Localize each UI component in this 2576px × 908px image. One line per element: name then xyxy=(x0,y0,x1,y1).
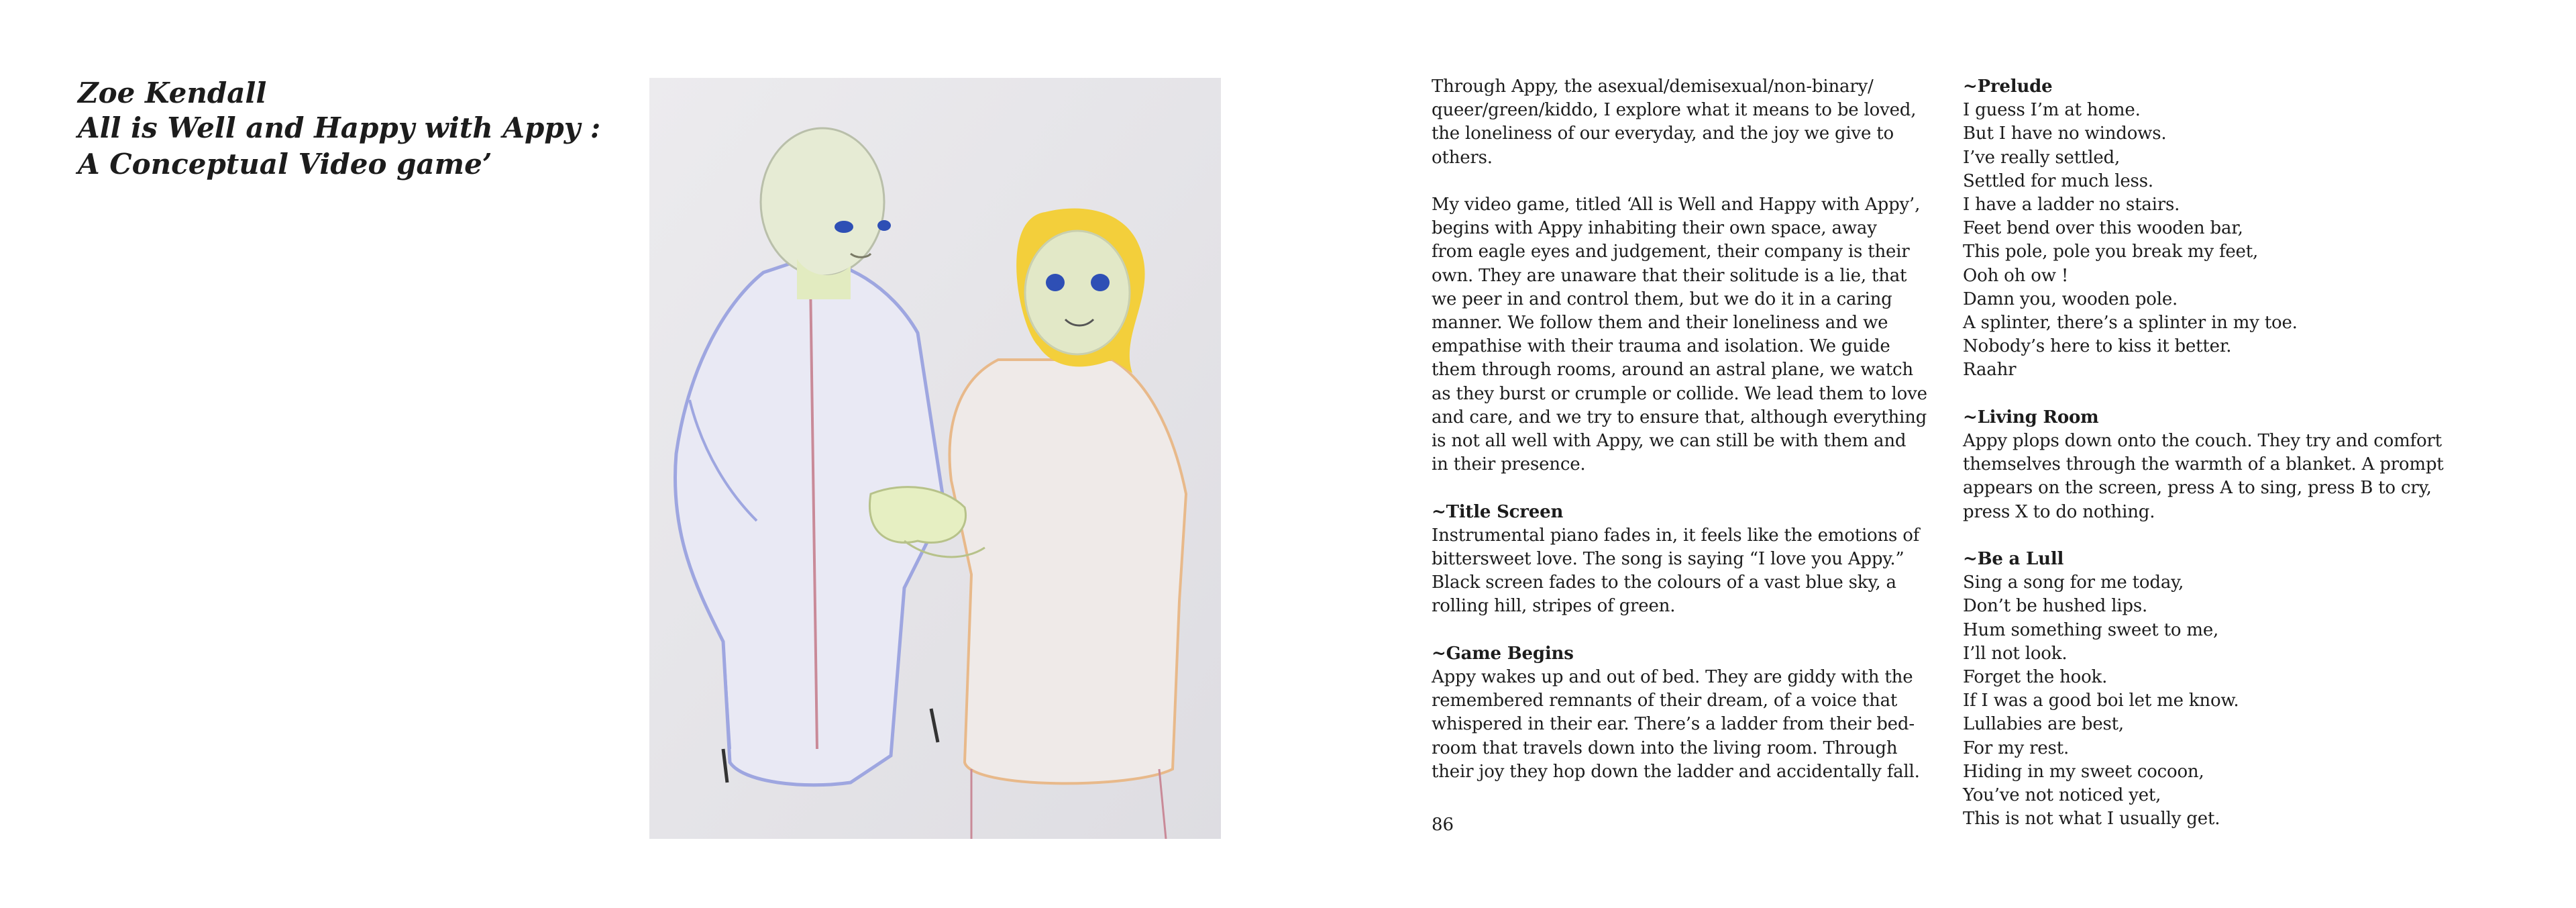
poem-line: Ooh oh ow ! xyxy=(1963,265,2069,286)
section-living-room xyxy=(1963,406,2473,524)
poem-line: Hiding in my sweet cocoon, xyxy=(1963,761,2204,782)
poem-line: I guess I’m at home. xyxy=(1963,100,2141,121)
text-line: begins with Appy inhabiting their own space, away xyxy=(1432,218,1877,239)
text-line: bittersweet love. The song is saying “I love you Appy.” xyxy=(1432,549,1904,570)
poem-line: For my rest. xyxy=(1963,738,2070,758)
text-line: as they burst or crumple or collide. We lead them to love xyxy=(1432,383,1927,404)
text-line: others. xyxy=(1432,147,1493,168)
text-line: remembered remnants of their dream, of a voice that xyxy=(1432,691,1898,711)
section-heading: ~Be a Lull xyxy=(1963,549,2064,570)
left-figure-head xyxy=(761,128,884,276)
text-line: their joy they hop down the ladder and accidentally fall. xyxy=(1432,761,1920,782)
text-line: the loneliness of our everyday, and the joy we give to xyxy=(1432,123,1894,144)
poem-line: I have a ladder no stairs. xyxy=(1963,195,2180,215)
poem-line: Settled for much less. xyxy=(1963,170,2153,191)
section-game-begins xyxy=(1432,642,1921,784)
poem-line: Lullabies are best, xyxy=(1963,714,2124,735)
work-title xyxy=(78,110,600,183)
text-line: from eagle eyes and judgement, their company is their xyxy=(1432,242,1910,262)
section-be-a-lull xyxy=(1963,548,2473,831)
poem-line: I’ve really settled, xyxy=(1963,147,2121,168)
text-line: whispered in their ear. There’s a ladder from their bed- xyxy=(1432,714,1915,735)
description-paragraph xyxy=(1432,193,1927,476)
text-line: we peer in and control them, but we do it in a caring xyxy=(1432,289,1892,309)
right-figure-shirt xyxy=(950,360,1186,783)
text-line: Black screen fades to the colours of a vast blue sky, a xyxy=(1432,572,1896,593)
poem-line: Hum something sweet to me, xyxy=(1963,619,2219,640)
text-line: Appy plops down onto the couch. They try and comfort xyxy=(1963,431,2442,452)
section-heading: ~Game Begins xyxy=(1432,643,1574,664)
work-title-line-2: A Conceptual Video game’ xyxy=(78,148,492,181)
text-line: Instrumental piano fades in, it feels like the emotions of xyxy=(1432,525,1920,546)
text-line: is not all well with Appy, we can still be with them and xyxy=(1432,431,1907,452)
poem-line: This is not what I usually get. xyxy=(1963,809,2220,829)
poem-line: Forget the hook. xyxy=(1963,667,2108,688)
work-title-line-1: All is Well and Happy with Appy : xyxy=(78,111,601,144)
text-line: themselves through the warmth of a blanket. A prompt xyxy=(1963,454,2444,475)
poem-line: Raahr xyxy=(1963,360,2017,381)
section-title-screen xyxy=(1432,501,1921,619)
poem-line: Don’t be hushed lips. xyxy=(1963,596,2148,617)
text-line: Appy wakes up and out of bed. They are giddy with the xyxy=(1432,667,1913,688)
essay-column-left xyxy=(1432,75,1927,807)
poem-line: Damn you, wooden pole. xyxy=(1963,289,2178,309)
text-line: press X to do nothing. xyxy=(1963,501,2155,522)
text-line: queer/green/kiddo, I explore what it means to be loved, xyxy=(1432,100,1917,121)
text-line: rolling hill, stripes of green. xyxy=(1432,596,1676,617)
text-line: My video game, titled ‘All is Well and Happy with Appy’, xyxy=(1432,195,1921,215)
text-line: own. They are unaware that their solitude is a lie, that xyxy=(1432,265,1907,286)
poem-line: If I was a good boi let me know. xyxy=(1963,691,2239,711)
essay-column-right xyxy=(1963,75,2473,855)
poem-line: Sing a song for me today, xyxy=(1963,572,2184,593)
artwork-illustration xyxy=(649,78,1221,839)
poem-line: But I have no windows. xyxy=(1963,123,2167,144)
text-line: empathise with their trauma and isolation. We guide xyxy=(1432,336,1890,357)
poem-line: Feet bend over this wooden bar, xyxy=(1963,218,2243,239)
text-line: manner. We follow them and their loneliness and we xyxy=(1432,313,1888,334)
poem-line: You’ve not noticed yet, xyxy=(1963,785,2161,806)
section-heading: ~Prelude xyxy=(1963,77,2053,97)
text-line: in their presence. xyxy=(1432,454,1586,475)
artwork-painting xyxy=(649,78,1221,839)
intro-paragraph xyxy=(1432,75,1921,170)
poem-line: I’ll not look. xyxy=(1963,643,2068,664)
text-line: them through rooms, around an astral plane, we watch xyxy=(1432,360,1913,381)
poem-line: Nobody’s here to kiss it better. xyxy=(1963,336,2232,357)
text-line: Through Appy, the asexual/demisexual/non-binary/ xyxy=(1432,77,1874,97)
text-line: and care, and we try to ensure that, although everything xyxy=(1432,407,1927,427)
right-figure-head xyxy=(1025,231,1130,354)
poem-line: This pole, pole you break my feet, xyxy=(1963,242,2259,262)
section-heading: ~Living Room xyxy=(1963,407,2099,427)
text-line: room that travels down into the living room. Through xyxy=(1432,738,1898,758)
poem-line: A splinter, there’s a splinter in my toe. xyxy=(1963,313,2298,334)
text-line: appears on the screen, press A to sing, press B to cry, xyxy=(1963,478,2432,499)
author-name: Zoe Kendall xyxy=(78,77,267,109)
page-number: 86 xyxy=(1432,815,1454,835)
section-heading: ~Title Screen xyxy=(1432,501,1564,522)
section-prelude xyxy=(1963,75,2473,383)
